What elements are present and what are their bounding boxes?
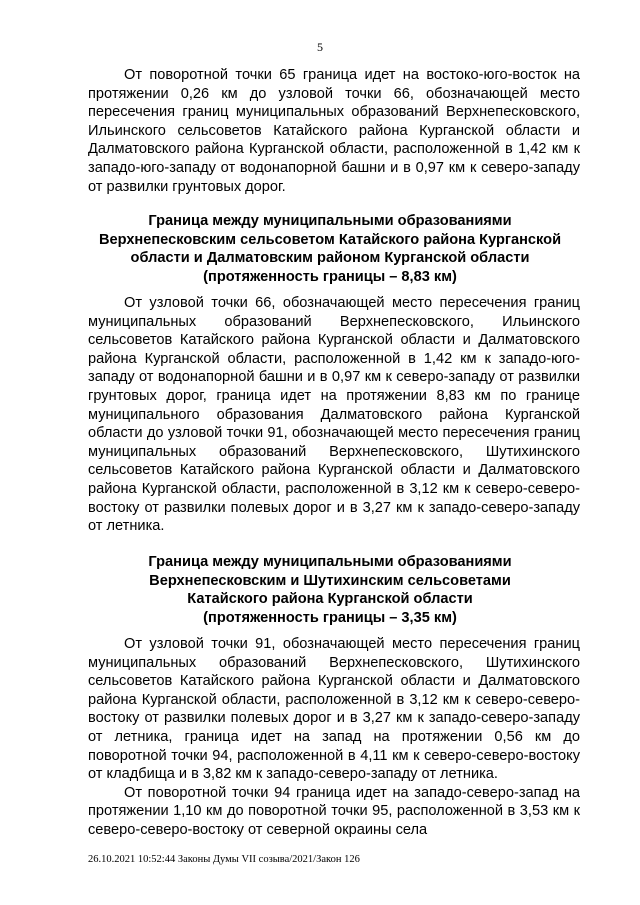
heading-line: Граница между муниципальными образованиями bbox=[148, 213, 512, 229]
heading-line: (протяженность границы – 3,35 км) bbox=[203, 609, 457, 626]
section-heading-1 bbox=[70, 212, 590, 286]
paragraph-1 bbox=[88, 66, 580, 196]
document-footer: 26.10.2021 10:52:44 Законы Думы VII созыва/2021/Закон 126 bbox=[88, 854, 360, 865]
paragraph-text: От поворотной точки 65 граница идет на востоко-юго-восток на протяжении 0,26 км до узловой точки 66, обозначающей место пересечения границ муниципальных образований Верхнепесковского, Ильинского сельсоветов Катайского района Курганской области и Далматовского района Курганской области, расположенной в 1,42 км к западо-юго-западу от водонапорной башни и в 0,97 км к северо-западу от развилки грунтовых дорог. bbox=[88, 67, 580, 195]
heading-line: области и Далматовским районом Курганской области bbox=[130, 250, 530, 267]
paragraph-2 bbox=[88, 294, 580, 536]
paragraph-text: От поворотной точки 94 граница идет на западо-северо-запад на протяжении 1,10 км до поворотной точки 95, расположенной в 3,53 км к северо-северо-востоку от северной окраины села bbox=[88, 784, 580, 838]
page-number: 5 bbox=[317, 40, 323, 54]
paragraph-text: От узловой точки 91, обозначающей место пересечения границ муниципальных образований Верхнепесковского, Шутихинского сельсоветов Катайского района Курганской области и Далматовского района Курганской области, расположенной в 3,12 км к северо-северо-востоку от развилки полевых дорог и в 3,27 км к западо-северо-западу от летника, граница идет на запад на протяжении 0,56 км до поворотной точки 94, расположенной в 4,11 км к северо-северо-востоку от кладбища и в 3,82 км к западо-северо-западу от летника. bbox=[88, 636, 580, 783]
paragraph-text: От узловой точки 66, обозначающей место пересечения границ муниципальных образований Верхнепесковского, Ильинского сельсоветов Катайского района Курганской области и Далматовского района Курганской области, расположенной в 1,42 км к западо-юго-западу от водонапорной башни и в 0,97 км к северо-западу от развилки грунтовых дорог, граница идет на протяжении 8,83 км по границе муниципального образования Далматовского района Курганской области до узловой точки 91, обозначающей место пересечения границ муниципальных образований Верхнепесковского, Шутихинского сельсоветов Катайского района Курганской области и Далматовского района Курганской области, расположенной в 3,12 км к северо-северо-востоку от развилки полевых дорог и в 3,27 км к западо-северо-западу от летника. bbox=[88, 295, 580, 535]
heading-line: (протяженность границы – 8,83 км) bbox=[203, 268, 457, 285]
section-heading-2 bbox=[70, 553, 590, 627]
heading-line: Граница между муниципальными образованиями bbox=[148, 554, 512, 570]
paragraph-3 bbox=[88, 635, 580, 840]
heading-line: Верхнепесковским сельсоветом Катайского района Курганской bbox=[98, 231, 562, 248]
heading-line: Верхнепесковским и Шутихинским сельсоветами bbox=[149, 572, 511, 589]
heading-line: Катайского района Курганской области bbox=[187, 591, 473, 608]
